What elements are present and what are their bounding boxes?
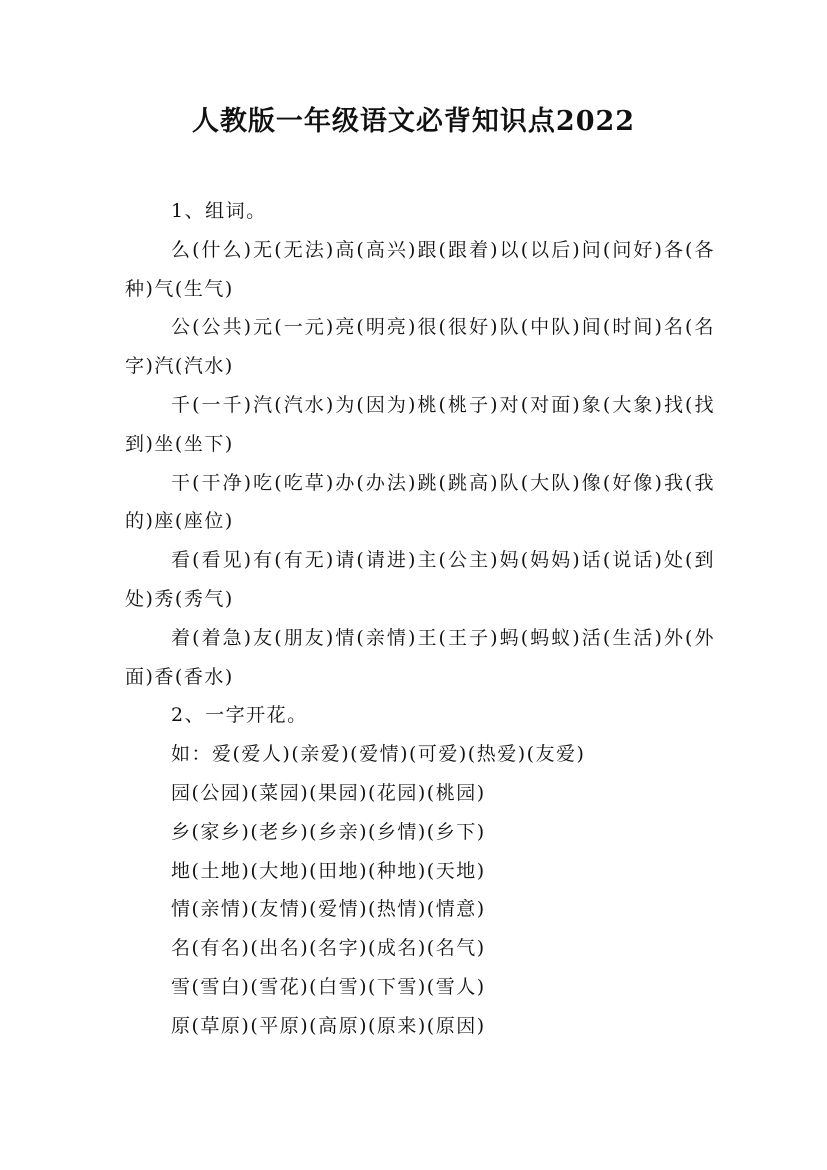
paragraph: 情(亲情)(友情)(爱情)(热情)(情意)	[171, 898, 486, 921]
paragraph: 如：爱(爱人)(亲爱)(爱情)(可爱)(热爱)(友爱)	[171, 743, 586, 766]
document-title: 人教版一年级语文必背知识点2022	[191, 106, 636, 137]
paragraph: 公(公共)元(一元)亮(明亮)很(很好)队(中队)间(时间)名(名字)汽(汽水)	[125, 316, 715, 378]
paragraph: 千(一千)汽(汽水)为(因为)桃(桃子)对(对面)象(大象)找(找到)坐(坐下)	[125, 393, 715, 455]
paragraph: 看(看见)有(有无)请(请进)主(公主)妈(妈妈)话(说话)处(到处)秀(秀气)	[125, 549, 715, 610]
paragraph: 干(干净)吃(吃草)办(办法)跳(跳高)队(大队)像(好像)我(我的)座(座位)	[125, 471, 715, 533]
section-heading-word-formation: 1、组词。	[171, 200, 267, 222]
paragraph: 着(着急)友(朋友)情(亲情)王(王子)蚂(蚂蚁)活(生活)外(外面)香(香水)	[125, 626, 715, 688]
paragraph: 么(什么)无(无法)高(高兴)跟(跟着)以(以后)问(问好)各(各种)气(生气)	[125, 238, 715, 300]
paragraph: 地(土地)(大地)(田地)(种地)(天地)	[171, 859, 486, 882]
paragraph: 原(草原)(平原)(高原)(原来)(原因)	[171, 1014, 486, 1037]
document-body	[125, 192, 715, 1046]
section-heading-one-char-blossom: 2、一字开花。	[171, 704, 308, 727]
paragraph: 乡(家乡)(老乡)(乡亲)(乡情)(乡下)	[171, 820, 486, 843]
paragraph: 名(有名)(出名)(名字)(成名)(名气)	[171, 937, 486, 960]
paragraph: 园(公园)(菜园)(果园)(花园)(桃园)	[171, 781, 486, 804]
paragraph: 雪(雪白)(雪花)(白雪)(下雪)(雪人)	[171, 975, 486, 998]
